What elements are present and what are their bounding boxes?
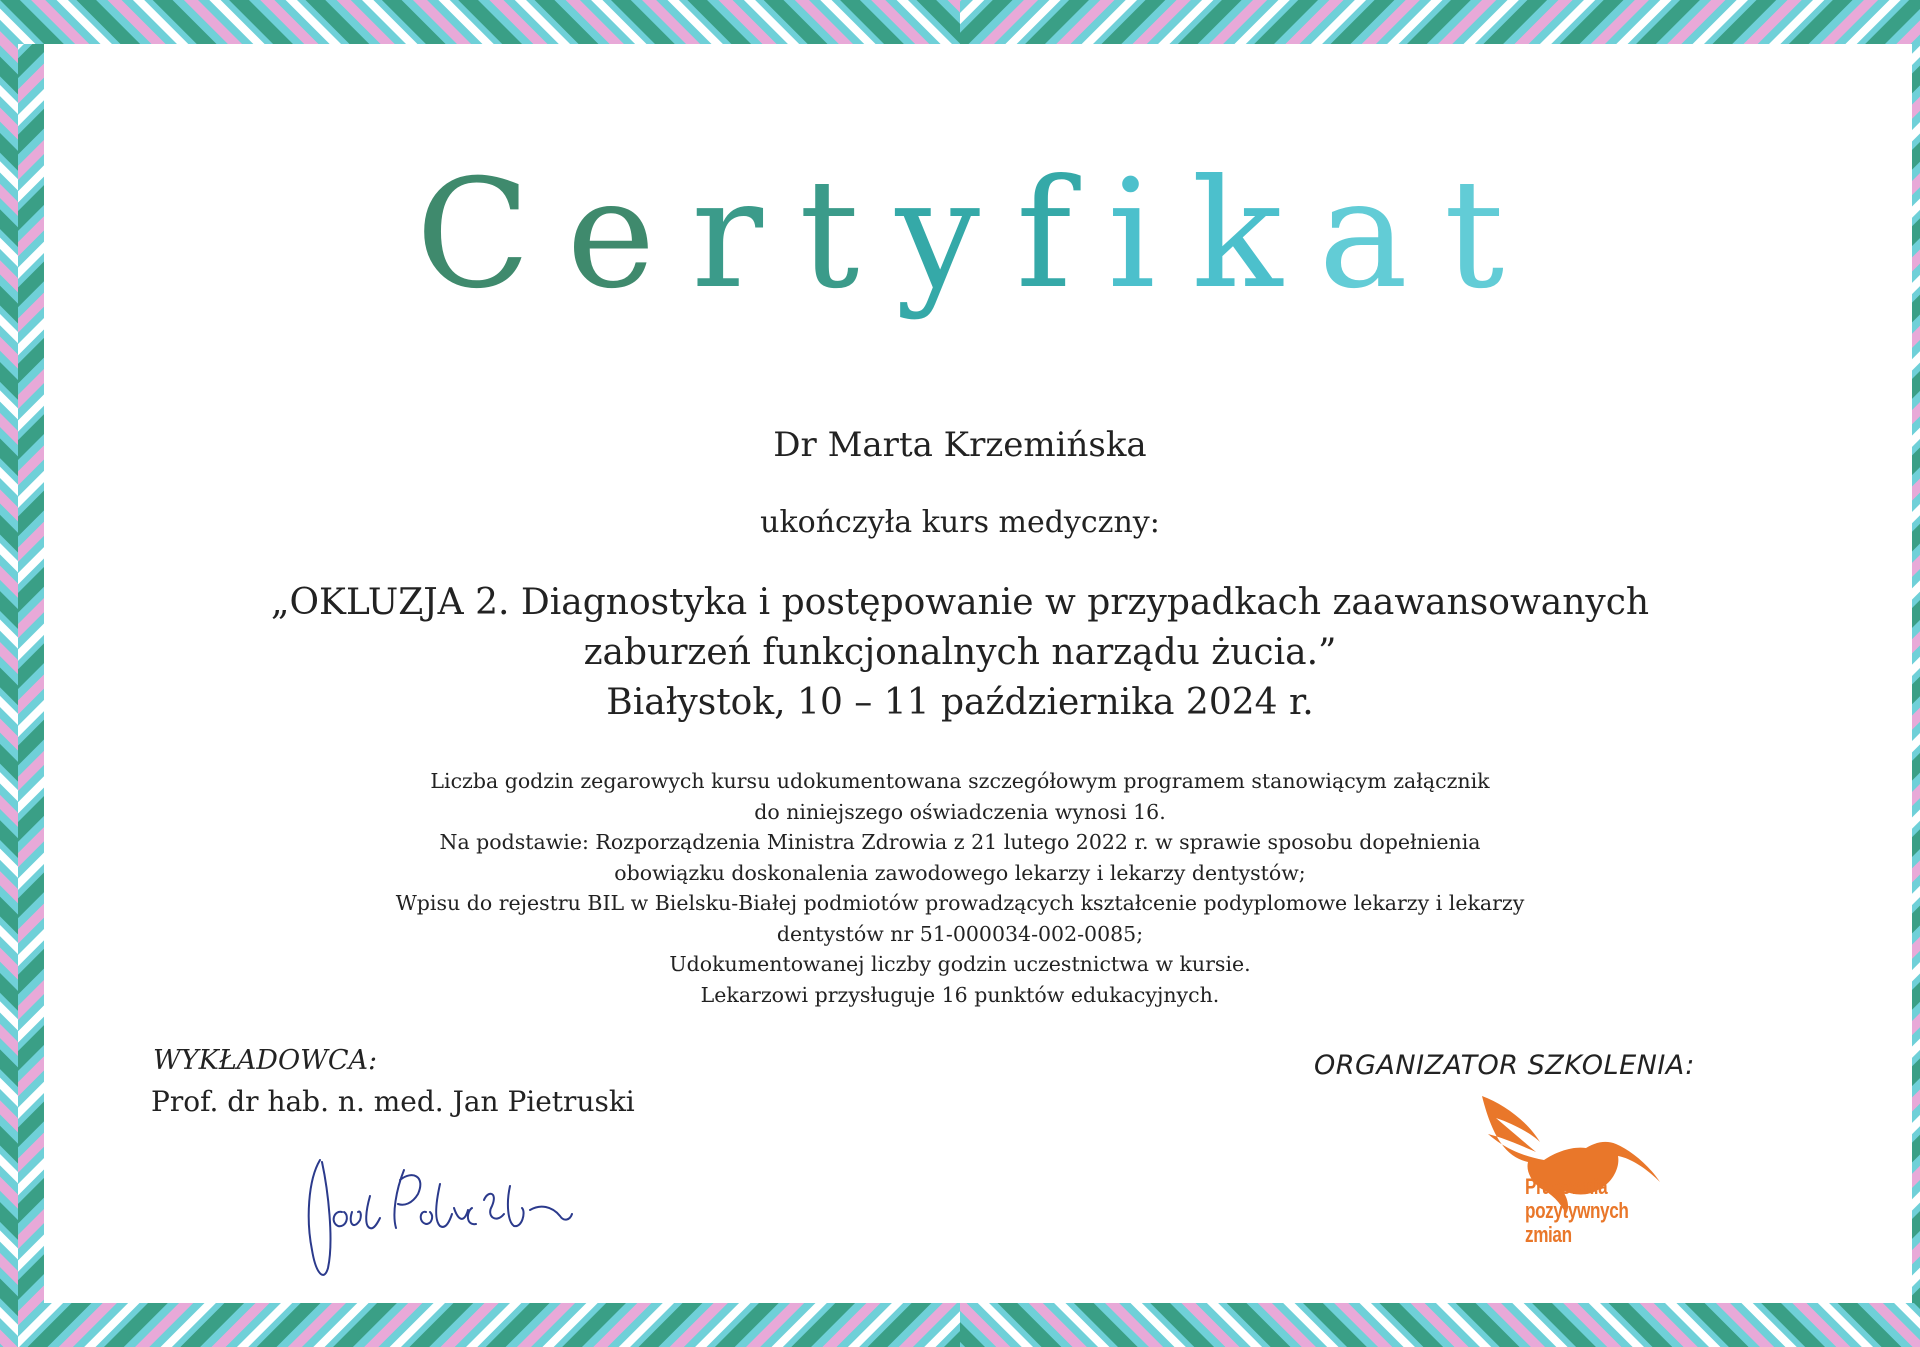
title-letter: t xyxy=(1443,148,1541,322)
completion-statement: ukończyła kurs medyczny: xyxy=(760,505,1160,540)
details-line: do niniejszego oświadczenia wynosi 16. xyxy=(754,799,1166,824)
organizer-logo-text xyxy=(1525,1175,1634,1247)
details-line: Lekarzowi przysługuje 16 punktów edukacyjnych. xyxy=(700,982,1220,1007)
title-letter: k xyxy=(1191,148,1319,322)
details-line: Udokumentowanej liczby godzin uczestnictwa w kursie. xyxy=(669,952,1251,976)
lecturer-signature xyxy=(300,1150,630,1290)
organizer-heading: ORGANIZATOR SZKOLENIA: xyxy=(1314,1050,1695,1081)
details-line: Wpisu do rejestru BIL w Bielsku-Białej podmiotów prowadzących kształcenie podyplomowe lekarzy i lekarzy xyxy=(395,891,1525,915)
course-title-line-2: zaburzeń funkcjonalnych narządu żucia.” xyxy=(583,632,1337,673)
title-letter: C xyxy=(415,148,567,322)
lecturer-name: Prof. dr hab. n. med. Jan Pietruski xyxy=(151,1085,635,1118)
details-line: dentystów nr 51-000034-002-0085; xyxy=(776,921,1144,946)
recipient-name: Dr Marta Krzemińska xyxy=(773,425,1147,465)
logo-line: Pracownia xyxy=(1525,1174,1608,1199)
details-line: Na podstawie: Rozporządzenia Ministra Zdrowia z 21 lutego 2022 r. w sprawie sposobu dopełnienia xyxy=(439,830,1481,854)
certificate-title xyxy=(0,148,1920,322)
course-details xyxy=(0,766,1920,1010)
title-letter: t xyxy=(799,148,896,322)
title-letter: r xyxy=(691,148,800,322)
logo-line: zmian xyxy=(1525,1222,1572,1247)
title-letter: i xyxy=(1107,148,1192,322)
title-letter: f xyxy=(1016,148,1108,322)
logo-line: pozytywnych xyxy=(1525,1198,1629,1223)
details-line: Liczba godzin zegarowych kursu udokumentowana szczegółowym programem stanowiącym załącznik xyxy=(430,769,1490,793)
title-letter: e xyxy=(566,148,692,322)
course-location-date: Białystok, 10 – 11 października 2024 r. xyxy=(606,682,1314,723)
course-info xyxy=(0,578,1920,728)
title-letter: a xyxy=(1318,148,1444,322)
course-title-line-1: „OKLUZJA 2. Diagnostyka i postępowanie w przypadkach zaawansowanych xyxy=(270,582,1650,623)
title-letter: y xyxy=(895,148,1017,322)
lecturer-heading: WYKŁADOWCA: xyxy=(153,1045,378,1076)
details-line: obowiązku doskonalenia zawodowego lekarzy i lekarzy dentystów; xyxy=(614,860,1306,885)
